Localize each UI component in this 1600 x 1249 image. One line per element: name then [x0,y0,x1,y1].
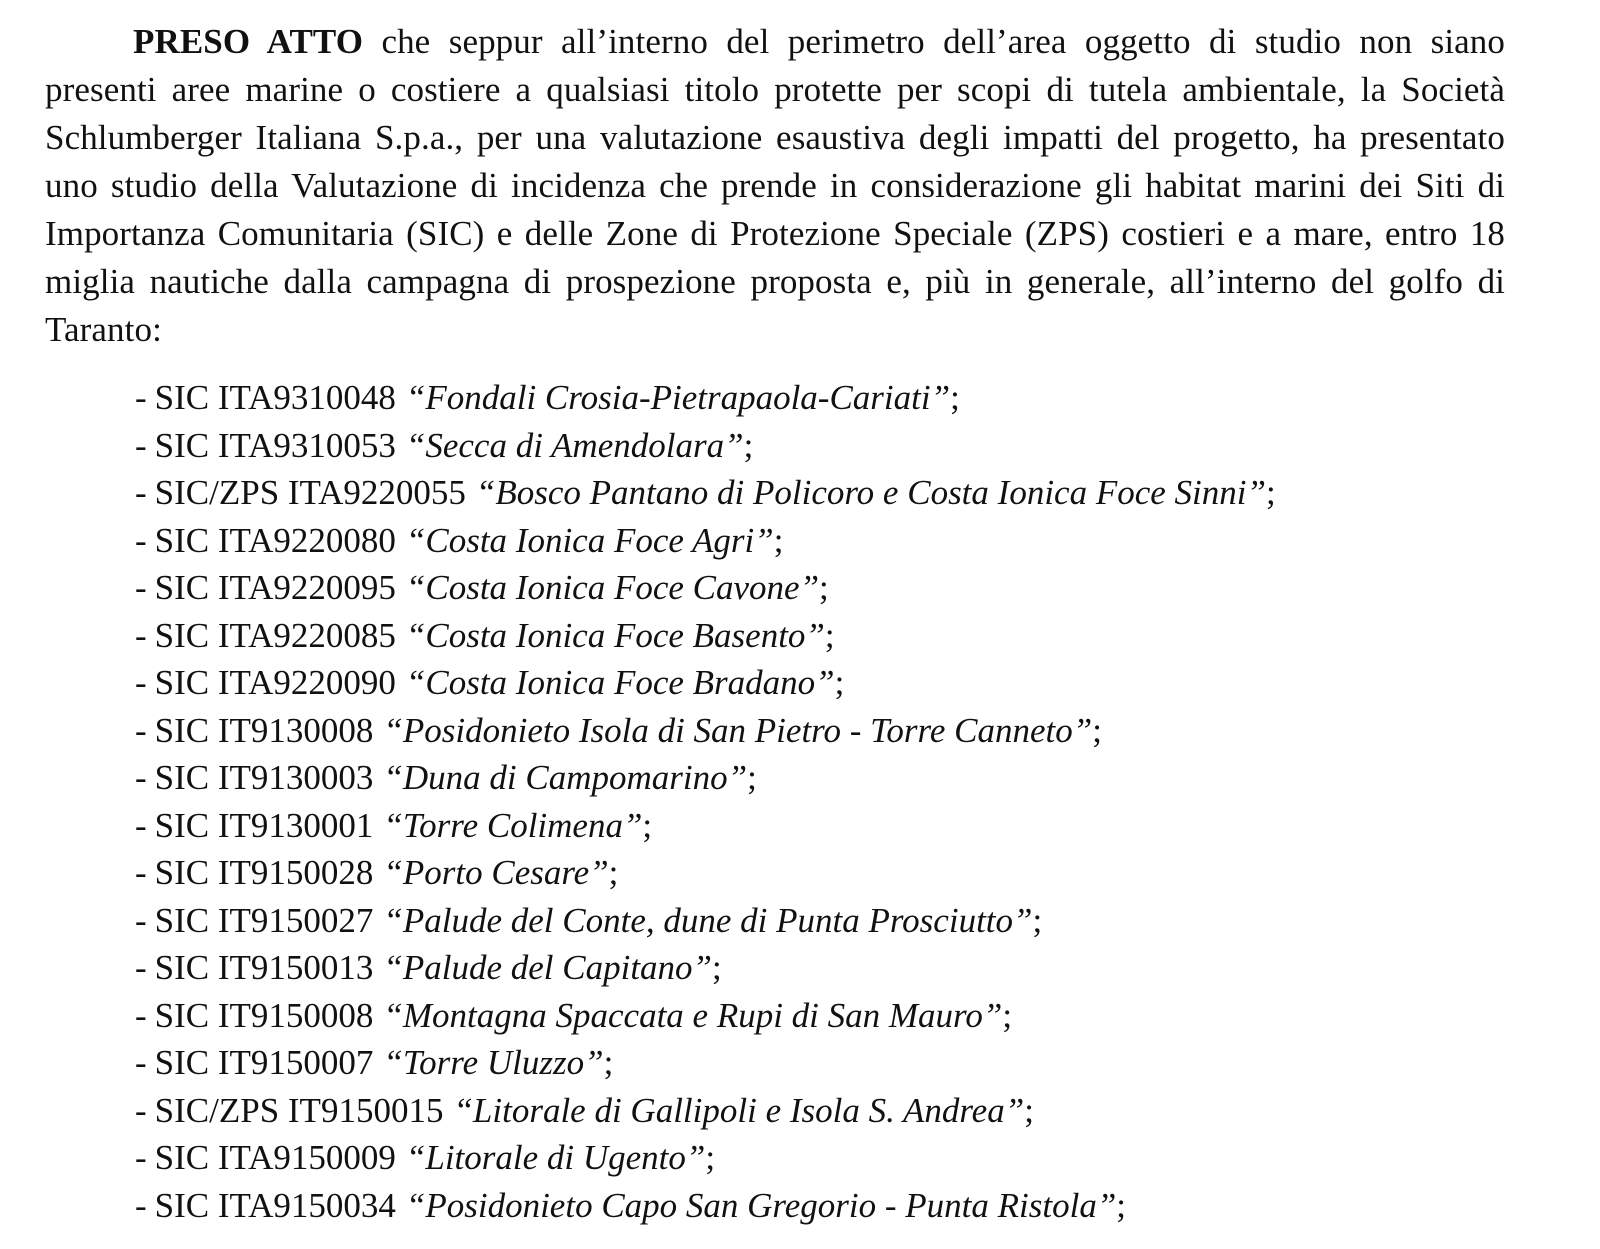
list-item [135,944,1505,992]
paragraph-text: che seppur all’interno del perimetro dell’area oggetto di studio non siano presenti aree marine o costiere a qualsiasi titolo protette per scopi di tutela ambientale, la Società Schlumberger Italiana S.p.a., per una valutazione esaustiva degli impatti del progetto, ha presentato uno studio della Valutazione di incidenza che prende in considerazione gli habitat marini dei Siti di Importanza Comunitaria (SIC) e delle Zone di Protezione Speciale (ZPS) costieri e a mare, entro 18 miglia nautiche dalla campagna di prospezione proposta e, più in generale, all’interno del golfo di Taranto: [45,22,1505,349]
list-item [135,374,1505,422]
site-code: SIC ITA9310048 [154,378,396,417]
site-name: “Litorale di Ugento” [405,1138,706,1177]
site-code: SIC IT9130003 [154,758,374,797]
list-terminator: ; [608,853,619,892]
list-dash: - [135,425,147,465]
list-terminator: ; [642,805,653,845]
list-terminator: ; [834,663,845,702]
list-dash: - [135,853,147,892]
site-name: “Costa Ionica Foce Basento” [405,615,825,655]
list-terminator: ; [743,425,754,465]
list-item [135,1182,1505,1230]
list-item [135,1039,1505,1087]
site-name: “Posidonieto Capo San Gregorio - Punta Ristola” [405,1185,1117,1225]
list-terminator: ; [819,568,829,607]
site-code: SIC ITA9310053 [154,425,396,465]
site-code: SIC IT9150007 [154,1043,374,1082]
site-name: “Montagna Spaccata e Rupi di San Mauro” [383,995,1003,1035]
list-dash: - [135,805,147,845]
site-name: “Bosco Pantano di Policoro e Costa Ionica Foce Sinni” [475,473,1266,512]
list-dash: - [135,1043,147,1082]
list-dash: - [135,948,147,987]
list-terminator: ; [1032,900,1043,940]
site-name: “Torre Uluzzo” [383,1043,604,1082]
list-item [135,469,1505,517]
protected-sites-list [45,374,1505,1229]
list-dash: - [135,1090,147,1130]
document-page [45,18,1505,1229]
site-name: “Torre Colimena” [383,805,643,845]
site-code: SIC IT9150028 [154,853,374,892]
list-dash: - [135,568,147,607]
site-code: SIC IT9130008 [154,710,374,750]
list-dash: - [135,710,147,750]
list-item [135,564,1505,612]
site-name: “Porto Cesare” [383,853,609,892]
intro-paragraph [45,18,1505,354]
list-terminator: ; [773,520,784,560]
site-code: SIC ITA9220095 [154,568,396,607]
site-name: “Secca di Amendolara” [405,425,744,465]
site-name: “Costa Ionica Foce Bradano” [405,663,835,702]
list-item [135,1087,1505,1135]
site-name: “Costa Ionica Foce Agri” [405,520,774,560]
list-terminator: ; [1116,1185,1127,1225]
list-dash: - [135,473,147,512]
site-code: SIC ITA9220090 [154,663,396,702]
list-terminator: ; [1024,1090,1034,1130]
list-item [135,992,1505,1040]
list-dash: - [135,378,147,417]
paragraph-lead: PRESO ATTO [133,22,364,61]
list-terminator: ; [603,1043,614,1082]
list-dash: - [135,900,147,940]
list-dash: - [135,995,147,1035]
site-code: SIC IT9150013 [154,948,374,987]
list-item [135,1134,1505,1182]
list-item [135,659,1505,707]
site-code: SIC ITA9150009 [154,1138,396,1177]
site-name: “Litorale di Gallipoli e Isola S. Andrea” [453,1090,1025,1130]
site-code: SIC/ZPS ITA9220055 [154,473,466,512]
site-name: “Costa Ionica Foce Cavone” [405,568,820,607]
list-dash: - [135,1138,147,1177]
list-item [135,754,1505,802]
site-code: SIC ITA9220085 [154,615,396,655]
site-code: SIC ITA9220080 [154,520,396,560]
site-name: “Fondali Crosia-Pietrapaola-Cariati” [405,378,951,417]
site-code: SIC ITA9150034 [154,1185,396,1225]
list-dash: - [135,1185,147,1225]
list-terminator: ; [824,615,835,655]
list-item [135,802,1505,850]
site-name: “Palude del Conte, dune di Punta Prosciutto” [383,900,1033,940]
list-item [135,517,1505,565]
list-terminator: ; [712,948,722,987]
list-dash: - [135,520,147,560]
list-item [135,849,1505,897]
list-item [135,612,1505,660]
site-name: “Palude del Capitano” [383,948,713,987]
list-terminator: ; [1265,473,1276,512]
site-code: SIC/ZPS IT9150015 [154,1090,444,1130]
site-code: SIC IT9150027 [154,900,374,940]
list-item [135,707,1505,755]
site-code: SIC IT9150008 [154,995,374,1035]
list-terminator: ; [950,378,960,417]
site-name: “Posidonieto Isola di San Pietro - Torre Canneto” [383,710,1093,750]
list-dash: - [135,615,147,655]
list-item [135,897,1505,945]
site-name: “Duna di Campomarino” [383,758,748,797]
site-code: SIC IT9130001 [154,805,374,845]
list-dash: - [135,758,147,797]
list-terminator: ; [1002,995,1013,1035]
list-terminator: ; [1092,710,1102,750]
list-terminator: ; [705,1138,716,1177]
list-dash: - [135,663,147,702]
list-terminator: ; [747,758,757,797]
list-item [135,422,1505,470]
